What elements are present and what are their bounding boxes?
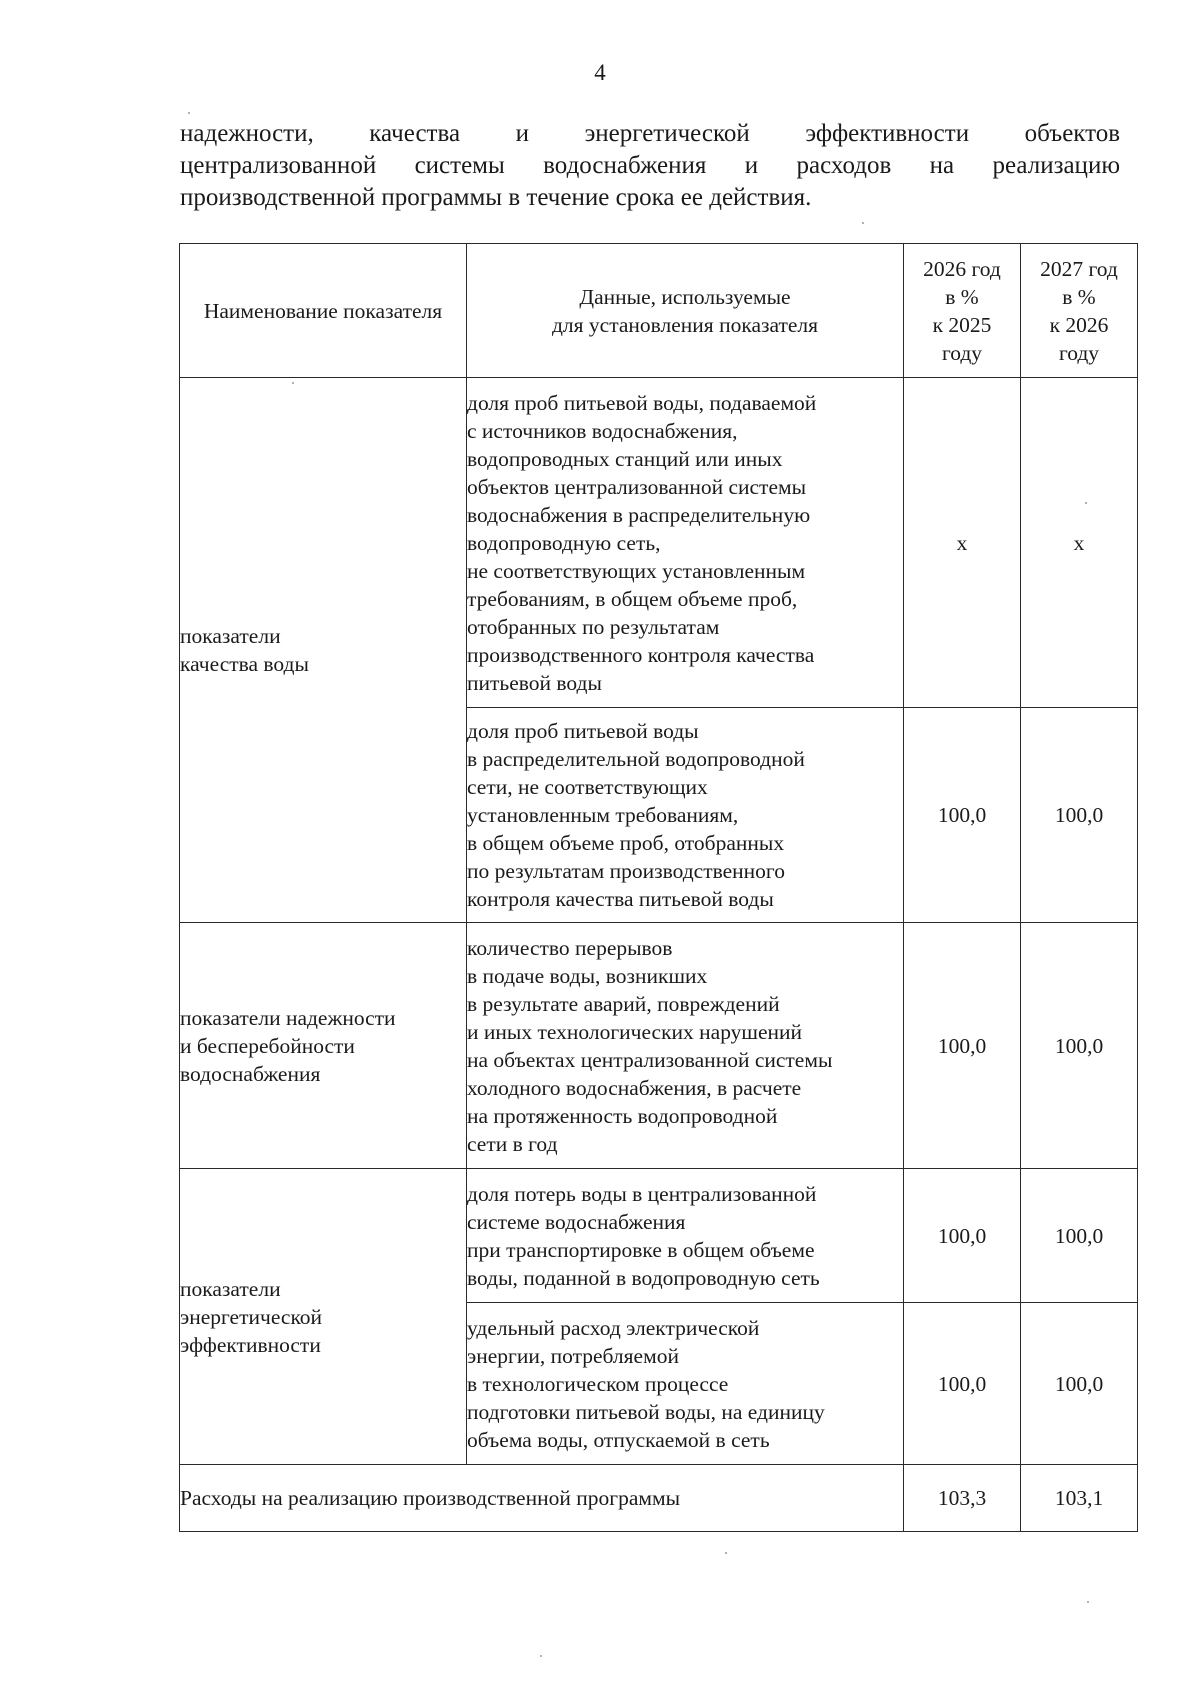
description-line: сети в год (467, 1131, 558, 1156)
description-line: воды, поданной в водопроводную сеть (467, 1265, 820, 1290)
description-line: на протяженность водопроводной (467, 1103, 778, 1128)
category-line: энергетической (180, 1304, 323, 1329)
header-indicator-name (180, 244, 467, 378)
description-line: энергии, потребляемой (467, 1343, 679, 1368)
scan-speck (1085, 502, 1087, 504)
description-line: в результате аварий, повреждений (467, 991, 780, 1016)
header-line: к 2025 (932, 312, 992, 337)
description-line: объема воды, отпускаемой в сеть (467, 1427, 770, 1452)
header-line: для установления показателя (551, 312, 819, 337)
value-2026: 100,0 (904, 708, 1021, 923)
description-line: сети, не соответствующих (467, 775, 708, 799)
description-line: в подаче воды, возникших (467, 963, 708, 988)
category-line: и бесперебойности (180, 1033, 355, 1058)
value-2027: х (1021, 378, 1138, 708)
scan-speck (540, 1655, 542, 1657)
category-line: водоснабжения (180, 1061, 321, 1086)
total-label: Расходы на реализацию производственной программы (180, 1465, 904, 1532)
category-line: показатели (180, 1276, 281, 1301)
value-2027: 100,0 (1021, 708, 1138, 923)
header-year-2027 (1021, 244, 1138, 378)
description-line: водопроводных станций или иных (467, 446, 783, 471)
description-line: производственного контроля качества (467, 642, 815, 667)
description-line: системе водоснабжения (467, 1209, 686, 1234)
value-2026: 100,0 (904, 923, 1021, 1169)
description-line: на объектах централизованной системы (467, 1047, 833, 1072)
description-cell (467, 1169, 904, 1303)
header-line: к 2026 (1049, 312, 1109, 337)
value-2026: 100,0 (904, 1303, 1021, 1465)
scan-speck (1087, 1601, 1089, 1603)
table-row (180, 378, 1138, 708)
header-line: году (1058, 340, 1100, 365)
header-indicator-name-text: Наименование показателя (203, 298, 443, 323)
description-line: водоснабжения в распределительную (467, 502, 811, 527)
scan-speck (725, 1552, 727, 1554)
page-number: 4 (594, 60, 606, 85)
description-line: холодного водоснабжения, в расчете (467, 1075, 802, 1100)
header-line: 2026 год (923, 256, 1001, 281)
description-cell (467, 1303, 904, 1465)
scan-speck (188, 112, 190, 114)
table-total-row (180, 1465, 1138, 1532)
value-2027: 100,0 (1021, 923, 1138, 1169)
value-2027: 100,0 (1021, 1303, 1138, 1465)
category-line: показатели (180, 624, 281, 648)
scan-speck (862, 222, 864, 224)
table-header-row (180, 244, 1138, 378)
description-line: удельный расход электрической (467, 1315, 760, 1340)
description-line: объектов централизованной системы (467, 474, 807, 499)
intro-line: производственной программы в течение срока ее действия. (180, 184, 812, 211)
total-value-2026: 103,3 (904, 1465, 1021, 1532)
header-line: Данные, используемые (579, 284, 791, 309)
category-reliability (180, 923, 467, 1169)
intro-line: централизованной системы водоснабжения и расходов на реализацию (180, 152, 1120, 179)
description-line: количество перерывов (467, 935, 673, 960)
description-line: в распределительной водопроводной (467, 747, 805, 771)
description-line: не соответствующих установленным (467, 558, 806, 583)
description-line: в технологическом процессе (467, 1371, 729, 1396)
description-line: по результатам производственного (467, 859, 785, 883)
description-line: при транспортировке в общем объеме (467, 1237, 815, 1262)
value-2026: 100,0 (904, 1169, 1021, 1303)
description-line: доля проб питьевой воды, подаваемой (467, 390, 817, 415)
description-line: установленным требованиям, (467, 803, 739, 827)
intro-paragraph (180, 118, 1120, 214)
category-line: качества воды (180, 652, 309, 676)
description-line: отобранных по результатам (467, 614, 720, 639)
category-line: показатели надежности (180, 1005, 396, 1030)
description-line: доля потерь воды в централизованной (467, 1181, 817, 1206)
description-cell (467, 378, 904, 708)
description-line: в общем объеме проб, отобранных (467, 831, 785, 855)
header-year-2026 (904, 244, 1021, 378)
table-row (180, 923, 1138, 1169)
category-water-quality (180, 378, 467, 923)
table-row (180, 1169, 1138, 1303)
value-2026: х (904, 378, 1021, 708)
header-line: году (941, 340, 983, 365)
scan-speck (292, 382, 294, 384)
description-cell (467, 708, 904, 923)
description-line: доля проб питьевой воды (467, 719, 699, 743)
description-line: контроля качества питьевой воды (467, 887, 774, 911)
value-2027: 100,0 (1021, 1169, 1138, 1303)
description-line: с источников водоснабжения, (467, 418, 738, 443)
indicators-table (179, 243, 1138, 1532)
description-cell (467, 923, 904, 1169)
description-line: подготовки питьевой воды, на единицу (467, 1399, 825, 1424)
category-line: эффективности (180, 1332, 321, 1357)
description-line: требованиям, в общем объеме проб, (467, 586, 798, 611)
header-line: 2027 год (1040, 256, 1118, 281)
header-data-used (467, 244, 904, 378)
category-energy-efficiency (180, 1169, 467, 1465)
description-line: и иных технологических нарушений (467, 1019, 803, 1044)
total-value-2027: 103,1 (1021, 1465, 1138, 1532)
header-line: в % (1062, 284, 1096, 309)
intro-line: надежности, качества и энергетической эффективности объектов (180, 120, 1120, 147)
description-line: водопроводную сеть, (467, 530, 661, 555)
description-line: питьевой воды (467, 670, 602, 695)
header-line: в % (945, 284, 979, 309)
